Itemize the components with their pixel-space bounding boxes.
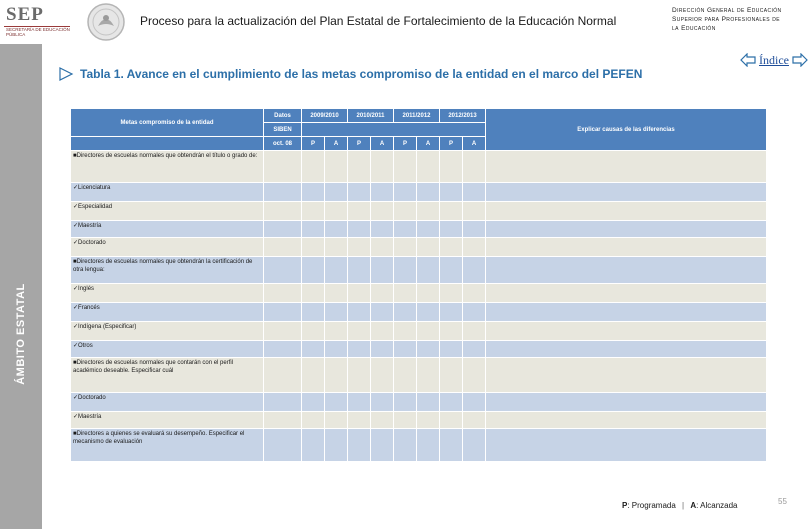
col-header-metas: Metas compromiso de la entidad xyxy=(71,109,264,137)
row-label: ■Directores de escuelas normales que obtendrán el título o grado de: xyxy=(71,151,264,183)
table-cell[interactable] xyxy=(264,341,302,358)
col-header-a: A xyxy=(417,137,440,151)
legend xyxy=(622,501,738,510)
department-line-1: Dirección General de Educación xyxy=(672,7,782,14)
table-body xyxy=(71,151,767,462)
table-cell[interactable] xyxy=(463,303,486,322)
table-cell[interactable] xyxy=(440,221,463,238)
table-cell[interactable] xyxy=(371,322,394,341)
row-label: ✓Doctorado xyxy=(71,238,264,257)
table-cell[interactable] xyxy=(264,429,302,462)
table-cell[interactable] xyxy=(325,183,348,202)
table-title-text: Tabla 1. Avance en el cumplimiento de las metas compromiso de la entidad en el marco del PEFEN xyxy=(80,67,643,81)
table-cell[interactable] xyxy=(440,257,463,284)
col-header-year-1: 2009/2010 xyxy=(302,109,348,123)
table-cell[interactable] xyxy=(440,358,463,393)
table-cell[interactable] xyxy=(325,303,348,322)
legend-a-key: A xyxy=(690,501,697,510)
table-row xyxy=(71,183,767,202)
arrow-right-icon[interactable] xyxy=(792,53,808,67)
table-cell[interactable] xyxy=(264,358,302,393)
table-cell[interactable] xyxy=(486,322,767,341)
col-header-a: A xyxy=(463,137,486,151)
table-cell[interactable] xyxy=(348,151,371,183)
sidebar-label: ÁMBITO ESTATAL xyxy=(15,283,27,385)
table-cell[interactable] xyxy=(302,221,325,238)
row-label: ✓Licenciatura xyxy=(71,183,264,202)
table-row xyxy=(71,284,767,303)
table-row xyxy=(71,151,767,183)
row-label: ■Directores de escuelas normales que contarán con el perfil académico deseable. Especificar cuál xyxy=(71,358,264,393)
col-header-datos: Datos xyxy=(264,109,302,123)
table-cell[interactable] xyxy=(325,429,348,462)
table-cell[interactable] xyxy=(486,221,767,238)
table-cell[interactable] xyxy=(394,238,417,257)
table-row xyxy=(71,358,767,393)
table-cell[interactable] xyxy=(417,303,440,322)
col-header-p: P xyxy=(302,137,325,151)
table-cell[interactable] xyxy=(486,429,767,462)
col-header-oct: oct. 08 xyxy=(264,137,302,151)
table-cell[interactable] xyxy=(463,238,486,257)
col-header-year-3: 2011/2012 xyxy=(394,109,440,123)
table-cell[interactable] xyxy=(371,238,394,257)
col-header-spacer xyxy=(302,123,486,137)
col-header-p: P xyxy=(440,137,463,151)
table-cell[interactable] xyxy=(486,393,767,412)
table-cell[interactable] xyxy=(302,358,325,393)
table-cell[interactable] xyxy=(371,221,394,238)
table-cell[interactable] xyxy=(325,341,348,358)
row-label: ✓Indígena (Especificar) xyxy=(71,322,264,341)
table-cell[interactable] xyxy=(325,393,348,412)
table-row xyxy=(71,202,767,221)
table-cell[interactable] xyxy=(371,429,394,462)
table-cell[interactable] xyxy=(348,257,371,284)
index-nav xyxy=(740,52,808,68)
department-line-3: la Educación xyxy=(672,25,716,32)
table-cell[interactable] xyxy=(325,412,348,429)
table-cell[interactable] xyxy=(264,151,302,183)
table-row xyxy=(71,393,767,412)
table-cell[interactable] xyxy=(463,151,486,183)
table-cell[interactable] xyxy=(348,358,371,393)
table-cell[interactable] xyxy=(486,202,767,221)
table-cell[interactable] xyxy=(463,183,486,202)
table-cell[interactable] xyxy=(463,202,486,221)
table-row xyxy=(71,412,767,429)
row-label: ✓Inglés xyxy=(71,284,264,303)
table-row xyxy=(71,257,767,284)
index-link[interactable]: Índice xyxy=(759,52,789,67)
table-cell[interactable] xyxy=(463,412,486,429)
table-cell[interactable] xyxy=(463,341,486,358)
table-cell[interactable] xyxy=(463,221,486,238)
table-cell[interactable] xyxy=(417,429,440,462)
table-cell[interactable] xyxy=(394,257,417,284)
table-cell[interactable] xyxy=(371,393,394,412)
table-cell[interactable] xyxy=(440,412,463,429)
col-header-p: P xyxy=(394,137,417,151)
table-cell[interactable] xyxy=(486,284,767,303)
table-cell[interactable] xyxy=(264,202,302,221)
table-cell[interactable] xyxy=(325,322,348,341)
table-cell[interactable] xyxy=(394,429,417,462)
table-cell[interactable] xyxy=(348,412,371,429)
table-cell[interactable] xyxy=(302,257,325,284)
sep-logo-subtitle: SECRETARÍA DE EDUCACIÓN PÚBLICA xyxy=(6,27,70,37)
table-cell[interactable] xyxy=(325,151,348,183)
table-cell[interactable] xyxy=(264,284,302,303)
table-cell[interactable] xyxy=(486,238,767,257)
table-cell[interactable] xyxy=(486,412,767,429)
table-cell[interactable] xyxy=(440,322,463,341)
table-cell[interactable] xyxy=(302,151,325,183)
table-cell[interactable] xyxy=(302,429,325,462)
table-cell[interactable] xyxy=(463,358,486,393)
col-header-p: P xyxy=(348,137,371,151)
legend-p-key: P xyxy=(622,501,628,510)
col-header-metas-spacer xyxy=(71,137,264,151)
table-cell[interactable] xyxy=(264,393,302,412)
table-cell[interactable] xyxy=(302,284,325,303)
table-cell[interactable] xyxy=(440,238,463,257)
table-cell[interactable] xyxy=(302,393,325,412)
table-cell[interactable] xyxy=(264,303,302,322)
sep-logo xyxy=(0,0,72,44)
row-label: ✓Especialidad xyxy=(71,202,264,221)
department-name xyxy=(672,6,807,33)
table-cell[interactable] xyxy=(371,303,394,322)
table-cell[interactable] xyxy=(371,284,394,303)
table-cell[interactable] xyxy=(394,151,417,183)
table-cell[interactable] xyxy=(348,183,371,202)
col-header-a: A xyxy=(371,137,394,151)
table-cell[interactable] xyxy=(302,412,325,429)
row-label: ✓Maestría xyxy=(71,412,264,429)
table-cell[interactable] xyxy=(371,151,394,183)
table-cell[interactable] xyxy=(348,341,371,358)
table-cell[interactable] xyxy=(394,412,417,429)
table-cell[interactable] xyxy=(486,303,767,322)
table-cell[interactable] xyxy=(417,284,440,303)
table-cell[interactable] xyxy=(302,238,325,257)
table-cell[interactable] xyxy=(417,221,440,238)
table-cell[interactable] xyxy=(325,284,348,303)
table-cell[interactable] xyxy=(394,284,417,303)
row-label: ■Directores a quienes se evaluará su desempeño. Especificar el mecanismo de evaluación xyxy=(71,429,264,462)
table-cell[interactable] xyxy=(348,322,371,341)
table-cell[interactable] xyxy=(486,341,767,358)
table-cell[interactable] xyxy=(371,341,394,358)
col-header-a: A xyxy=(325,137,348,151)
table-cell[interactable] xyxy=(371,183,394,202)
table-cell[interactable] xyxy=(463,429,486,462)
table-row xyxy=(71,341,767,358)
row-label: ✓Otros xyxy=(71,341,264,358)
table-cell[interactable] xyxy=(371,202,394,221)
table-cell[interactable] xyxy=(440,284,463,303)
table-row xyxy=(71,238,767,257)
triangle-bullet-icon xyxy=(58,67,74,81)
table-cell[interactable] xyxy=(264,221,302,238)
legend-separator: | xyxy=(682,501,685,510)
table-cell[interactable] xyxy=(302,303,325,322)
table-cell[interactable] xyxy=(348,221,371,238)
table-cell[interactable] xyxy=(302,183,325,202)
table-cell[interactable] xyxy=(302,202,325,221)
table-cell[interactable] xyxy=(371,257,394,284)
table-cell[interactable] xyxy=(440,341,463,358)
table-row xyxy=(71,322,767,341)
table-cell[interactable] xyxy=(463,284,486,303)
table-cell[interactable] xyxy=(417,151,440,183)
legend-p-text: : Programada xyxy=(627,501,676,510)
sidebar xyxy=(0,44,42,529)
col-header-year-2: 2010/2011 xyxy=(348,109,394,123)
table-cell[interactable] xyxy=(394,393,417,412)
col-header-siben: SIBEN xyxy=(264,123,302,137)
table-cell[interactable] xyxy=(417,322,440,341)
arrow-left-icon[interactable] xyxy=(740,53,756,67)
col-header-explicar: Explicar causas de las diferencias xyxy=(486,109,767,151)
department-line-2: Superior para Profesionales de xyxy=(672,16,780,23)
table-cell[interactable] xyxy=(371,358,394,393)
table-cell[interactable] xyxy=(440,429,463,462)
table-cell[interactable] xyxy=(394,341,417,358)
national-seal-icon xyxy=(86,2,126,42)
table-cell[interactable] xyxy=(463,393,486,412)
col-header-year-4: 2012/2013 xyxy=(440,109,486,123)
table-cell[interactable] xyxy=(440,183,463,202)
table-cell[interactable] xyxy=(302,322,325,341)
table-cell[interactable] xyxy=(394,202,417,221)
table-cell[interactable] xyxy=(486,151,767,183)
table-cell[interactable] xyxy=(394,183,417,202)
table-cell[interactable] xyxy=(325,221,348,238)
table-cell[interactable] xyxy=(417,183,440,202)
table-cell[interactable] xyxy=(463,257,486,284)
table-cell[interactable] xyxy=(394,221,417,238)
table-cell[interactable] xyxy=(440,303,463,322)
table-cell[interactable] xyxy=(348,284,371,303)
table-cell[interactable] xyxy=(440,151,463,183)
table-row xyxy=(71,429,767,462)
table-cell[interactable] xyxy=(394,303,417,322)
table-cell[interactable] xyxy=(325,358,348,393)
table-cell[interactable] xyxy=(417,341,440,358)
table-cell[interactable] xyxy=(394,322,417,341)
table-cell[interactable] xyxy=(417,202,440,221)
table-cell[interactable] xyxy=(394,358,417,393)
table-cell[interactable] xyxy=(417,412,440,429)
table-cell[interactable] xyxy=(264,257,302,284)
table-cell[interactable] xyxy=(302,341,325,358)
table-cell[interactable] xyxy=(264,238,302,257)
table-row xyxy=(71,221,767,238)
header xyxy=(0,0,812,44)
table-cell[interactable] xyxy=(371,412,394,429)
row-label: ■Directores de escuelas normales que obtendrán la certificación de otra lengua: xyxy=(71,257,264,284)
row-label: ✓Maestría xyxy=(71,221,264,238)
table-cell[interactable] xyxy=(463,322,486,341)
table-cell[interactable] xyxy=(264,412,302,429)
row-label: ✓Doctorado xyxy=(71,393,264,412)
table-cell[interactable] xyxy=(440,202,463,221)
table-cell[interactable] xyxy=(325,238,348,257)
table-cell[interactable] xyxy=(264,322,302,341)
row-label: ✓Francés xyxy=(71,303,264,322)
table-cell[interactable] xyxy=(417,393,440,412)
table-cell[interactable] xyxy=(325,257,348,284)
table-cell[interactable] xyxy=(417,257,440,284)
table-title xyxy=(58,67,642,81)
table-cell[interactable] xyxy=(348,303,371,322)
table-cell[interactable] xyxy=(417,238,440,257)
table-cell[interactable] xyxy=(348,393,371,412)
table-cell[interactable] xyxy=(440,393,463,412)
progress-table xyxy=(70,108,766,462)
table-cell[interactable] xyxy=(486,257,767,284)
table-cell[interactable] xyxy=(348,429,371,462)
table-cell[interactable] xyxy=(486,183,767,202)
table-cell[interactable] xyxy=(264,183,302,202)
legend-a-text: : Alcanzada xyxy=(696,501,738,510)
sep-logo-text: SEP xyxy=(6,4,44,25)
table-cell[interactable] xyxy=(348,238,371,257)
table-cell[interactable] xyxy=(486,358,767,393)
header-title: Proceso para la actualización del Plan Estatal de Fortalecimiento de la Educación Normal xyxy=(140,14,617,28)
page-number: 55 xyxy=(778,497,787,506)
table-cell[interactable] xyxy=(417,358,440,393)
table-row xyxy=(71,303,767,322)
table-cell[interactable] xyxy=(348,202,371,221)
table-cell[interactable] xyxy=(325,202,348,221)
